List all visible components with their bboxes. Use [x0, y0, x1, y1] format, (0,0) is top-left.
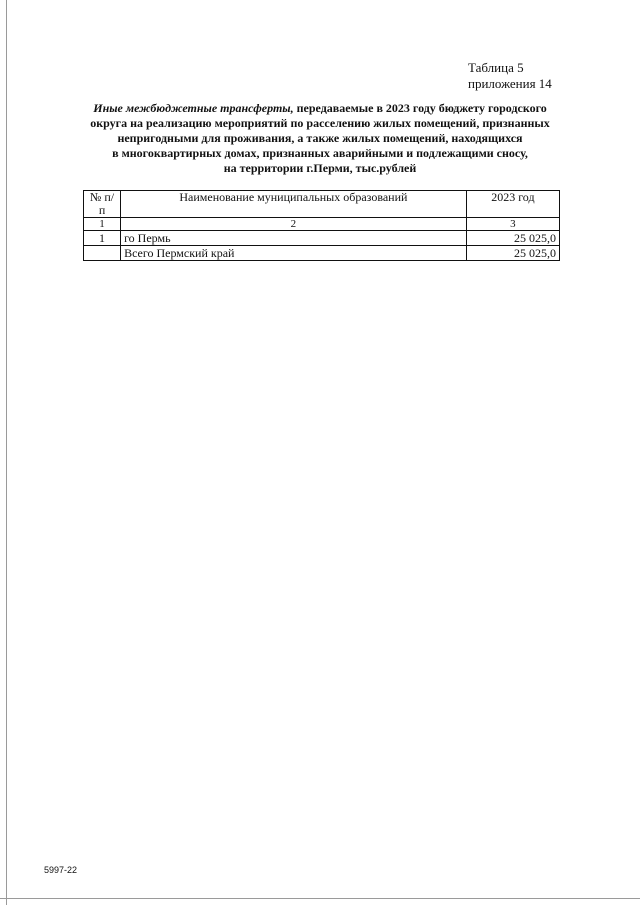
- header-name: Наименование муниципальных образований: [121, 191, 467, 218]
- column-index-row: [84, 218, 560, 231]
- heading-line-5: на территории г.Перми, тыс.рублей: [223, 161, 417, 175]
- document-heading: [80, 101, 560, 176]
- heading-line-3: непригодными для проживания, а также жилых помещений, находящихся: [117, 131, 523, 145]
- row-num: 1: [84, 231, 121, 246]
- header-year: 2023 год: [466, 191, 559, 218]
- table-header-row: [84, 191, 560, 218]
- table-row: [84, 231, 560, 246]
- header-num: № п/п: [84, 191, 121, 218]
- table-row-total: [84, 246, 560, 261]
- page-edge-left: [6, 0, 7, 905]
- appendix-number: приложения 14: [468, 76, 552, 91]
- row-name: Всего Пермский край: [121, 246, 467, 261]
- heading-lead: Иные межбюджетные трансферты,: [93, 101, 294, 115]
- row-value: 25 025,0: [466, 231, 559, 246]
- row-value: 25 025,0: [466, 246, 559, 261]
- row-name: го Пермь: [121, 231, 467, 246]
- document-code: 5997-22: [44, 865, 78, 875]
- transfers-table: [83, 190, 560, 261]
- heading-line-1: [80, 101, 560, 116]
- heading-line-2: округа на реализацию мероприятий по расселению жилых помещений, признанных: [90, 116, 550, 130]
- index-col-3: 3: [466, 218, 559, 231]
- index-col-2: 2: [121, 218, 467, 231]
- table-reference: [468, 60, 552, 92]
- table-number: Таблица 5: [468, 60, 524, 75]
- index-col-1: 1: [84, 218, 121, 231]
- row-num: [84, 246, 121, 261]
- heading-line-1-rest: передаваемые в 2023 году бюджету городского: [293, 101, 547, 115]
- heading-line-4: в многоквартирных домах, признанных аварийными и подлежащими сносу,: [112, 146, 528, 160]
- page-edge-bottom: [0, 898, 640, 899]
